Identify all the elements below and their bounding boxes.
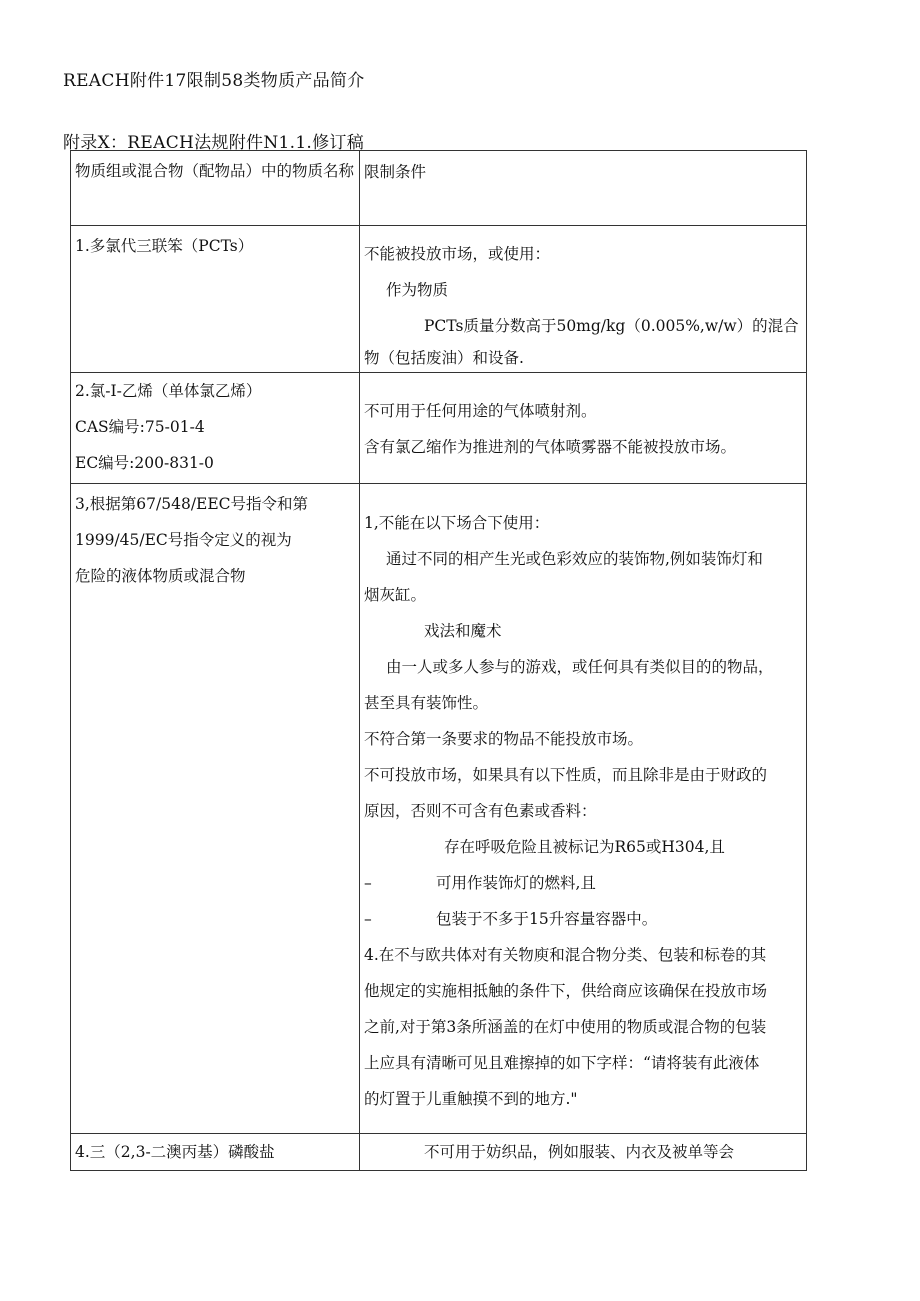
row2-conditions-cell bbox=[360, 373, 807, 484]
row3-line: 可用作装饰灯的燃料,且 bbox=[436, 874, 596, 892]
document-subtitle: 附录X：REACH法规附件N1.1.修订稿 bbox=[63, 133, 365, 153]
row3-line: 存在呼吸危险且被标记为R65或H304,且 bbox=[444, 838, 725, 856]
row3-line: 不符合第一条要求的物品不能投放市场。 bbox=[364, 730, 644, 748]
table-header-row bbox=[71, 151, 807, 226]
restriction-table bbox=[70, 150, 807, 1171]
row3-name-cell bbox=[71, 484, 360, 1134]
row3-line: 之前,对于第3条所涵盖的在灯中使用的物质或混合物的包装 bbox=[364, 1018, 767, 1036]
row3-line: 烟灰缸。 bbox=[364, 586, 427, 604]
table-row bbox=[71, 226, 807, 373]
row2-cas-number: CAS编号:75-01-4 bbox=[75, 418, 205, 436]
row3-line: 原因，否则不可含有色素或香料： bbox=[364, 802, 597, 820]
row2-line: 含有氯乙缩作为推进剂的气体喷雾器不能被投放市场。 bbox=[364, 438, 737, 456]
row3-line: 的灯置于儿重触摸不到的地方." bbox=[364, 1090, 578, 1108]
row3-line: 4.在不与欧共体对有关物庾和混合物分类、包装和标卷的其 bbox=[364, 946, 767, 964]
row3-line: 他规定的实施相抵触的条件下，供给商应该确保在投放市场 bbox=[364, 982, 768, 1000]
row3-name-line: 1999/45/EC号指令定义的视为 bbox=[75, 531, 292, 549]
table-row bbox=[71, 1134, 807, 1171]
document-title: REACH附件17限制58类物质产品简介 bbox=[63, 71, 365, 91]
row3-line: 甚至具有装饰性。 bbox=[364, 694, 489, 712]
table-row bbox=[71, 484, 807, 1134]
row2-ec-number: EC编号:200-831-0 bbox=[75, 454, 214, 472]
row3-line: 1,不能在以下场合下使用： bbox=[364, 514, 550, 532]
row1-line: 物（包括废油）和设备. bbox=[364, 349, 524, 367]
row3-line: 由一人或多人参与的游戏，或任何具有类似目的的物品， bbox=[386, 658, 774, 676]
header-restriction-conditions bbox=[360, 151, 807, 226]
row3-dash-item bbox=[364, 865, 802, 901]
row1-conditions-cell bbox=[360, 226, 807, 373]
row4-name: 4.三（2,3-二澳丙基）磷酸盐 bbox=[75, 1143, 275, 1161]
header-col2-text: 限制条件 bbox=[364, 163, 427, 181]
dash-marker: – bbox=[364, 910, 372, 928]
header-substance-name bbox=[71, 151, 360, 226]
row4-name-cell bbox=[71, 1134, 360, 1171]
row2-line: 不可用于任何用途的气体喷射剂。 bbox=[364, 402, 597, 420]
row2-name-line: 2.氯-I-乙烯（单体氯乙烯） bbox=[75, 382, 262, 400]
row1-line: 作为物质 bbox=[386, 281, 449, 299]
row3-name-line: 3,根据第67/548/EEC号指令和第 bbox=[75, 495, 309, 513]
row1-name-cell bbox=[71, 226, 360, 373]
row3-line: 包装于不多于15升容量容器中。 bbox=[436, 910, 658, 928]
header-col1-text: 物质组或混合物（配物品）中的物质名称 bbox=[75, 162, 355, 180]
row3-name-line: 危险的液体物质或混合物 bbox=[75, 567, 246, 585]
dash-marker: – bbox=[364, 874, 372, 892]
row2-name-cell bbox=[71, 373, 360, 484]
row3-line: 不可投放市场，如果具有以下性质，而且除非是由于财政的 bbox=[364, 766, 768, 784]
row1-line: PCTs质量分数高于50mg/kg（0.005%,w/w）的混合 bbox=[424, 317, 799, 335]
row3-conditions-cell bbox=[360, 484, 807, 1134]
row4-conditions-cell bbox=[360, 1134, 807, 1171]
row3-line: 通过不同的相产生光或色彩效应的装饰物,例如装饰灯和 bbox=[386, 550, 763, 568]
table-row bbox=[71, 373, 807, 484]
row3-line: 戏法和魔术 bbox=[424, 622, 502, 640]
row3-line: 上应具有清晰可见且难擦掉的如下字样：“请将装有此液体 bbox=[364, 1054, 760, 1072]
row1-name: 1.多氯代三联笨（PCTs） bbox=[75, 237, 254, 255]
row3-dash-item bbox=[364, 901, 802, 937]
row1-line: 不能被投放市场，或使用： bbox=[364, 245, 551, 263]
row4-text: 不可用于妨织品，例如服装、内衣及被单等会 bbox=[424, 1143, 735, 1161]
